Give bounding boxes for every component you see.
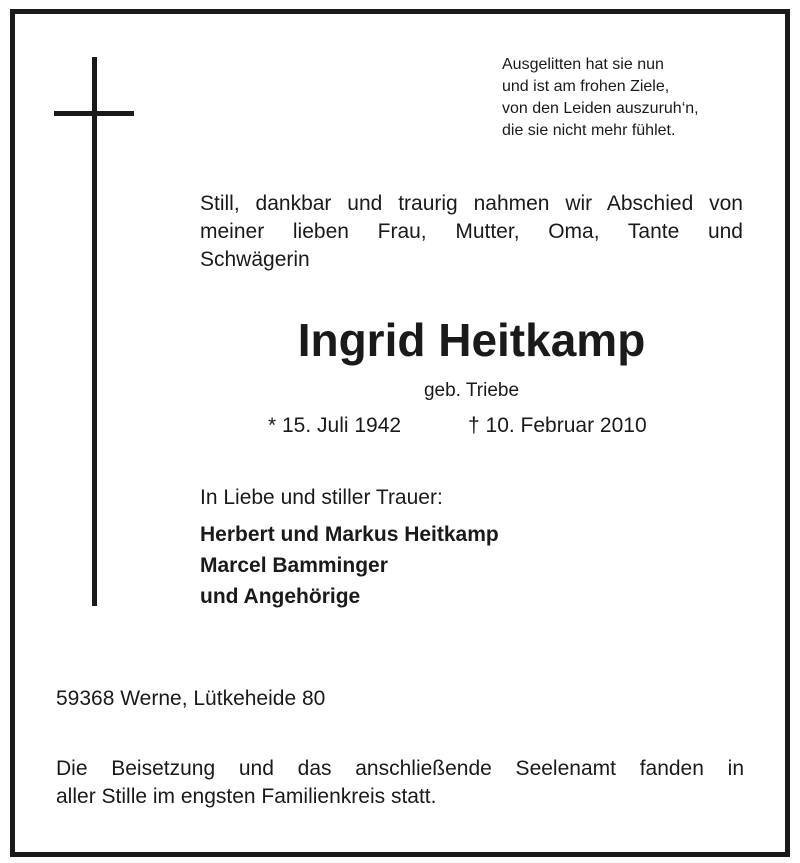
intro-line: Schwägerin	[200, 248, 310, 271]
poem-line: von den Leiden auszuruh‘n,	[502, 100, 699, 117]
birth-date: * 15. Juli 1942	[268, 414, 402, 437]
intro-line: Still, dankbar und traurig nahmen wir Abschied von	[200, 192, 743, 215]
death-date: † 10. Februar 2010	[468, 414, 647, 437]
deceased-name: Ingrid Heitkamp	[297, 314, 646, 366]
closing-note	[56, 755, 744, 811]
mourner-name: und Angehörige	[200, 585, 361, 608]
maiden-name: geb. Triebe	[423, 380, 520, 401]
poem-line: Ausgelitten hat sie nun	[502, 56, 664, 73]
closing-line: aller Stille im engsten Familienkreis statt.	[56, 785, 437, 808]
intro-line: meiner lieben Frau, Mutter, Oma, Tante und	[200, 220, 743, 243]
farewell-intro	[200, 190, 743, 274]
mourners-list	[200, 519, 499, 612]
poem-line: die sie nicht mehr fühlet.	[502, 122, 676, 139]
cross-vertical-beam	[92, 57, 97, 606]
mourner-name: Marcel Bamminger	[200, 554, 388, 577]
mourner-name: Herbert und Markus Heitkamp	[200, 523, 499, 546]
family-address: 59368 Werne, Lütkeheide 80	[56, 687, 326, 710]
mourning-intro: In Liebe und stiller Trauer:	[200, 486, 443, 509]
closing-line: Die Beisetzung und das anschließende Seelenamt fanden in	[56, 757, 744, 780]
memorial-poem	[502, 54, 699, 142]
poem-line: und ist am frohen Ziele,	[502, 78, 670, 95]
cross-horizontal-beam	[54, 111, 134, 116]
